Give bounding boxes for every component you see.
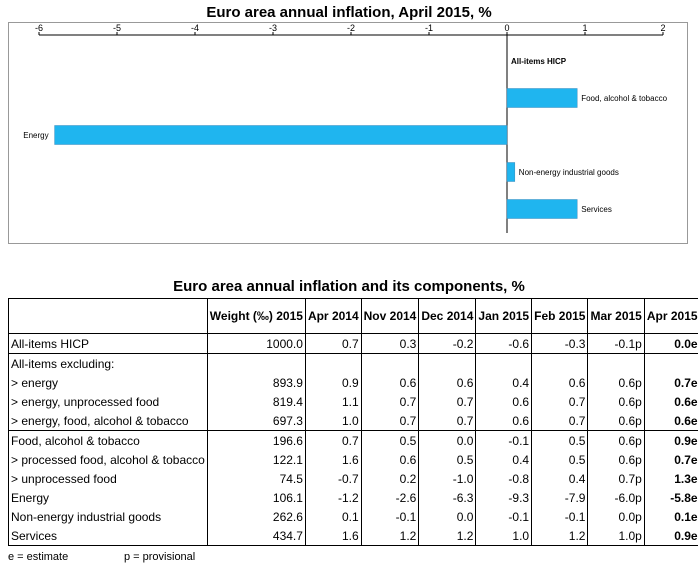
cell-value: 1.2 xyxy=(532,526,588,546)
cell-value: 1.0 xyxy=(476,526,532,546)
cell-value: 434.7 xyxy=(207,526,305,546)
cell-value: 0.9e xyxy=(644,526,698,546)
x-tick-label: -5 xyxy=(112,23,122,33)
header-jan-2015: Jan 2015 xyxy=(476,299,532,334)
row-label: > energy xyxy=(9,373,208,392)
cell-value: 1.6 xyxy=(305,450,361,469)
cell-value: -0.1p xyxy=(588,334,644,354)
header-apr-2014: Apr 2014 xyxy=(305,299,361,334)
footer-provisional: p = provisional xyxy=(124,551,196,563)
category-label: Food, alcohol & tobacco xyxy=(581,94,668,103)
cell-value: 0.7 xyxy=(305,431,361,451)
cell-value xyxy=(644,354,698,374)
cell-value: 0.7 xyxy=(305,334,361,354)
category-label: Energy xyxy=(23,131,49,140)
header-nov-2014: Nov 2014 xyxy=(361,299,419,334)
row-label: > processed food, alcohol & tobacco xyxy=(9,450,208,469)
table-row xyxy=(9,450,698,469)
cell-value: 0.0e xyxy=(644,334,698,354)
cell-value: 1.3e xyxy=(644,469,698,488)
table-row xyxy=(9,431,698,451)
cell-value: 1000.0 xyxy=(207,334,305,354)
category-label: Non-energy industrial goods xyxy=(518,168,619,177)
cell-value: 893.9 xyxy=(207,373,305,392)
cell-value: 0.6e xyxy=(644,411,698,431)
cell-value: 0.3 xyxy=(361,334,419,354)
table-row xyxy=(9,526,698,546)
cell-value: -0.6 xyxy=(476,334,532,354)
cell-value: 0.6 xyxy=(361,373,419,392)
cell-value: 0.6e xyxy=(644,392,698,411)
cell-value: 0.7 xyxy=(361,392,419,411)
header-feb-2015: Feb 2015 xyxy=(532,299,588,334)
table-row xyxy=(9,334,698,354)
cell-value: -9.3 xyxy=(476,488,532,507)
row-label: Services xyxy=(9,526,208,546)
cell-value: 0.6 xyxy=(361,450,419,469)
cell-value: 0.6p xyxy=(588,392,644,411)
cell-value xyxy=(207,354,305,374)
cell-value: -0.1 xyxy=(361,507,419,526)
cell-value: 262.6 xyxy=(207,507,305,526)
cell-value: -0.3 xyxy=(532,334,588,354)
cell-value: 0.4 xyxy=(476,450,532,469)
cell-value: -5.8e xyxy=(644,488,698,507)
table-row xyxy=(9,354,698,374)
cell-value: 0.7p xyxy=(588,469,644,488)
cell-value: 0.4 xyxy=(532,469,588,488)
cell-value xyxy=(588,354,644,374)
cell-value: 1.1 xyxy=(305,392,361,411)
cell-value: 0.0 xyxy=(419,431,476,451)
row-label: > unprocessed food xyxy=(9,469,208,488)
header-mar-2015: Mar 2015 xyxy=(588,299,644,334)
row-label: > energy, unprocessed food xyxy=(9,392,208,411)
footer-estimate: e = estimate xyxy=(8,551,69,563)
cell-value: 106.1 xyxy=(207,488,305,507)
cell-value: -0.1 xyxy=(532,507,588,526)
table-row xyxy=(9,411,698,431)
cell-value: 122.1 xyxy=(207,450,305,469)
cell-value xyxy=(419,354,476,374)
cell-value: 0.7 xyxy=(532,411,588,431)
cell-value: -1.2 xyxy=(305,488,361,507)
cell-value: 0.6 xyxy=(419,373,476,392)
cell-value: 0.0 xyxy=(419,507,476,526)
bar xyxy=(507,89,577,108)
cell-value: -7.9 xyxy=(532,488,588,507)
x-tick-label: 0 xyxy=(504,23,510,33)
cell-value: 0.6 xyxy=(532,373,588,392)
cell-value: 0.6 xyxy=(476,392,532,411)
cell-value: 1.2 xyxy=(361,526,419,546)
table-row xyxy=(9,392,698,411)
cell-value: -0.1 xyxy=(476,431,532,451)
category-label: All-items HICP xyxy=(511,57,567,66)
inflation-table xyxy=(8,298,698,546)
header-label xyxy=(9,299,208,334)
cell-value: 1.6 xyxy=(305,526,361,546)
cell-value: 0.6p xyxy=(588,373,644,392)
row-label: > energy, food, alcohol & tobacco xyxy=(9,411,208,431)
cell-value: 0.6p xyxy=(588,450,644,469)
table-row xyxy=(9,507,698,526)
cell-value: 0.6p xyxy=(588,431,644,451)
cell-value: 0.9e xyxy=(644,431,698,451)
cell-value: -0.7 xyxy=(305,469,361,488)
table-row xyxy=(9,373,698,392)
cell-value: 74.5 xyxy=(207,469,305,488)
cell-value: 0.4 xyxy=(476,373,532,392)
cell-value: 0.0p xyxy=(588,507,644,526)
cell-value: 0.6p xyxy=(588,411,644,431)
cell-value xyxy=(532,354,588,374)
row-label: Energy xyxy=(9,488,208,507)
row-label: All-items HICP xyxy=(9,334,208,354)
cell-value: 0.5 xyxy=(361,431,419,451)
cell-value: 0.5 xyxy=(532,450,588,469)
cell-value: -6.3 xyxy=(419,488,476,507)
cell-value: 0.7 xyxy=(361,411,419,431)
cell-value: 819.4 xyxy=(207,392,305,411)
cell-value: 0.1 xyxy=(305,507,361,526)
cell-value: -0.8 xyxy=(476,469,532,488)
x-tick-label: -2 xyxy=(346,23,356,33)
cell-value: 1.0p xyxy=(588,526,644,546)
header-dec-2014: Dec 2014 xyxy=(419,299,476,334)
bar xyxy=(507,200,577,219)
bar xyxy=(507,163,515,182)
x-tick-label: -6 xyxy=(34,23,44,33)
cell-value: 0.7e xyxy=(644,373,698,392)
bar-chart xyxy=(9,23,687,243)
cell-value: 1.0 xyxy=(305,411,361,431)
table-header-row xyxy=(9,299,698,334)
x-tick-label: 1 xyxy=(582,23,588,33)
x-tick-label: -4 xyxy=(190,23,200,33)
chart-title: Euro area annual inflation, April 2015, % xyxy=(206,4,492,21)
cell-value: 0.7 xyxy=(419,392,476,411)
table-row xyxy=(9,469,698,488)
cell-value: -6.0p xyxy=(588,488,644,507)
row-label: Non-energy industrial goods xyxy=(9,507,208,526)
chart-frame xyxy=(8,22,688,244)
cell-value: -1.0 xyxy=(419,469,476,488)
x-tick-label: -3 xyxy=(268,23,278,33)
cell-value xyxy=(361,354,419,374)
cell-value: 0.7 xyxy=(532,392,588,411)
row-label: All-items excluding: xyxy=(9,354,208,374)
row-label: Food, alcohol & tobacco xyxy=(9,431,208,451)
cell-value: 0.1e xyxy=(644,507,698,526)
cell-value: 0.7 xyxy=(419,411,476,431)
header-weight: Weight (‰) 2015 xyxy=(207,299,305,334)
cell-value: -2.6 xyxy=(361,488,419,507)
x-tick-label: 2 xyxy=(660,23,666,33)
table-row xyxy=(9,488,698,507)
table-title: Euro area annual inflation and its components, % xyxy=(173,278,525,295)
category-label: Services xyxy=(581,205,612,214)
cell-value: -0.1 xyxy=(476,507,532,526)
cell-value: 0.6 xyxy=(476,411,532,431)
cell-value: 697.3 xyxy=(207,411,305,431)
cell-value: 0.2 xyxy=(361,469,419,488)
x-tick-label: -1 xyxy=(424,23,434,33)
cell-value xyxy=(305,354,361,374)
header-apr-2015: Apr 2015 xyxy=(644,299,698,334)
cell-value: 0.5 xyxy=(532,431,588,451)
cell-value: 0.9 xyxy=(305,373,361,392)
cell-value: -0.2 xyxy=(419,334,476,354)
cell-value: 0.5 xyxy=(419,450,476,469)
bar xyxy=(55,126,507,145)
cell-value xyxy=(476,354,532,374)
cell-value: 196.6 xyxy=(207,431,305,451)
cell-value: 1.2 xyxy=(419,526,476,546)
cell-value: 0.7e xyxy=(644,450,698,469)
